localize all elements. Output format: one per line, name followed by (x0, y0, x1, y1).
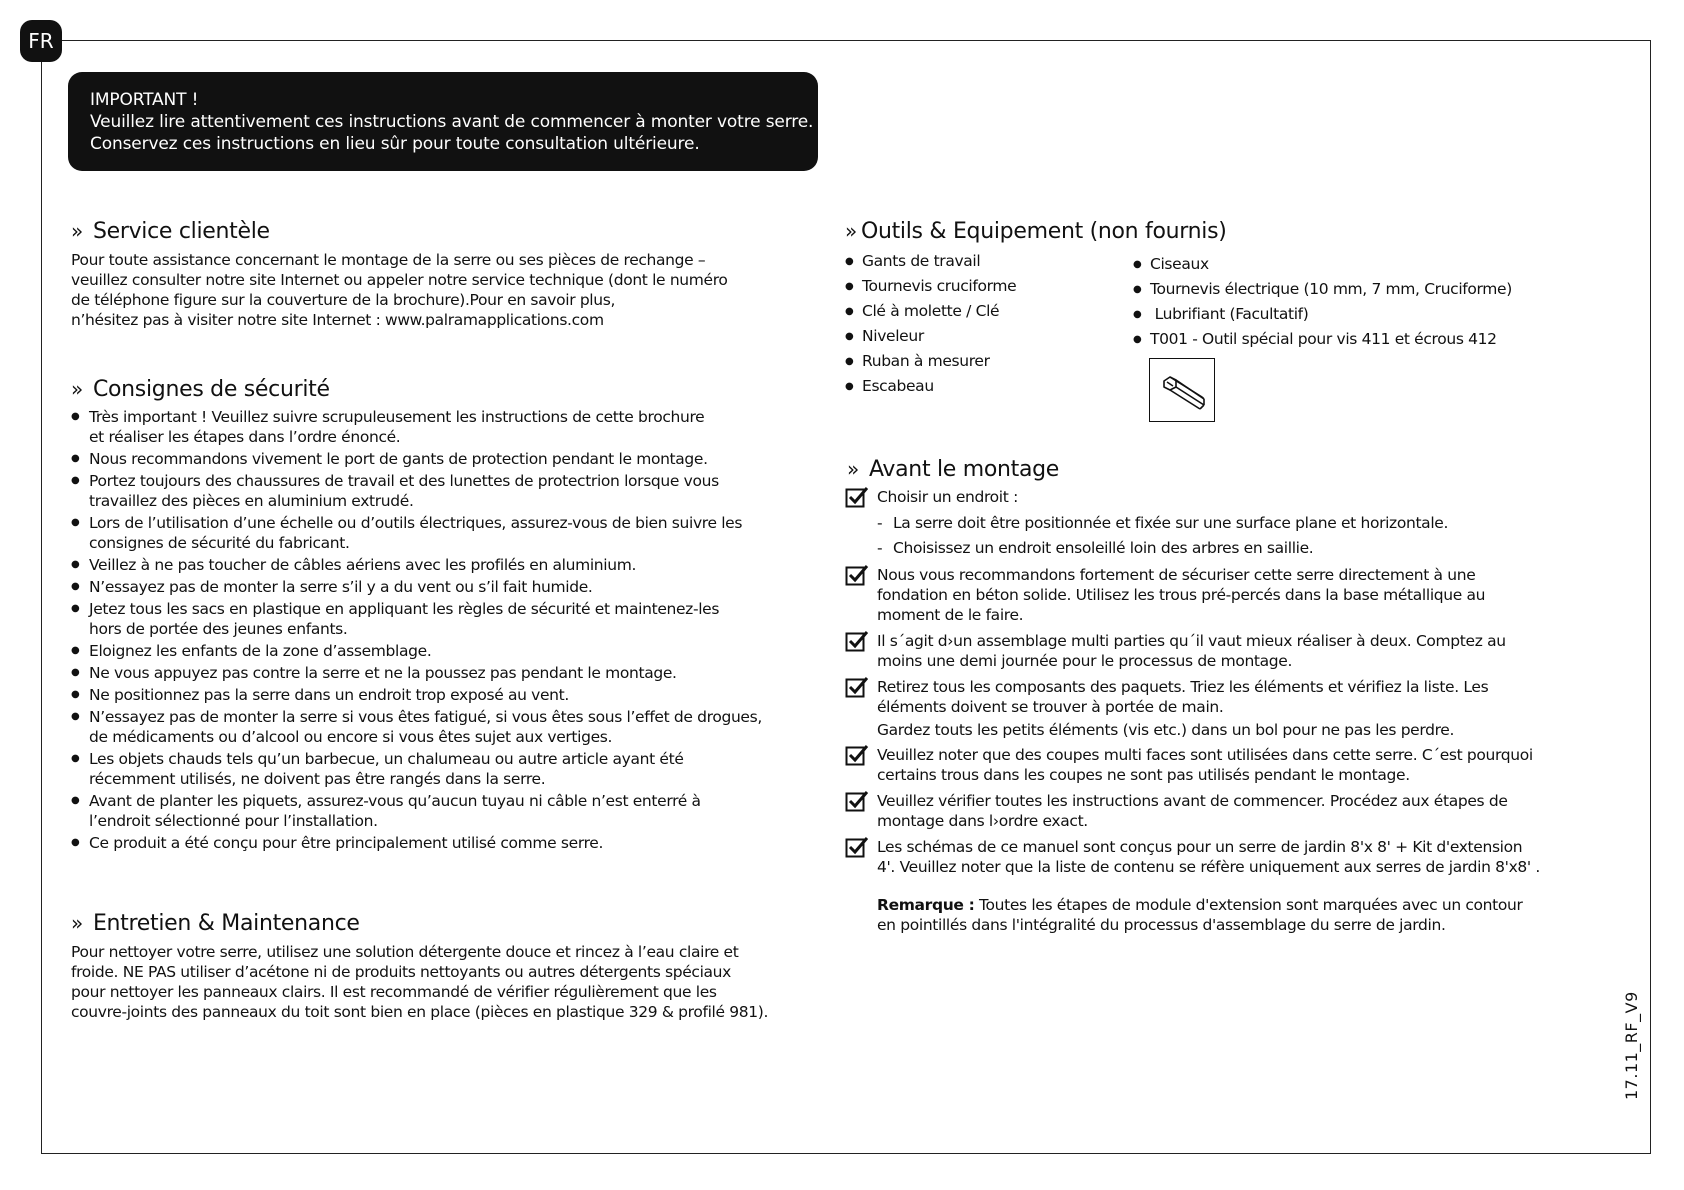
checklist-item: Les schémas de ce manuel sont conçus pour un serre de jardin 8'x 8' + Kit d'extension 4'. Veuillez noter que la liste de contenu se réfère uniquement aux serres de jardin 8'x8' . (845, 837, 1565, 877)
checkbox-checked-icon (845, 564, 869, 586)
tools-section (845, 216, 1565, 422)
language-badge: FR (20, 20, 62, 62)
checkbox-checked-icon (845, 486, 869, 508)
list-item: ● N’essayez pas de monter la serre s’il y a du vent ou s’il fait humide. (71, 577, 811, 597)
customer-service-section (71, 216, 811, 330)
list-item: ● Lubrifiant (Facultatif) (1133, 302, 1512, 327)
list-item: ● Portez toujours des chaussures de travail et des lunettes de protectrion lorsque vous travaillez des pièces en aluminium extrudé. (71, 471, 811, 511)
service-line: veuillez consulter notre site Internet ou appeler notre service technique (dont le numéro (71, 271, 728, 289)
list-item: ● Veillez à ne pas toucher de câbles aériens avec les profilés en aluminium. (71, 555, 811, 575)
version-code: 17.11_RF_V9 (1622, 991, 1641, 1100)
maintenance-line: Pour nettoyer votre serre, utilisez une solution détergente douce et rincez à l’eau claire et (71, 943, 739, 961)
list-item: ● Escabeau (845, 374, 1133, 399)
chevron-icon: » (71, 219, 83, 243)
list-item: ● Ce produit a été conçu pour être principalement utilisé comme serre. (71, 833, 811, 853)
list-item: ● Très important ! Veuillez suivre scrupuleusement les instructions de cette brochure et réaliser les étapes dans l’ordre énoncé. (71, 407, 811, 447)
remark-note: Remarque : Toutes les étapes de module d'extension sont marquées avec un contour en pointillés dans l'intégralité du processus d'assemblage du serre de jardin. (877, 896, 1523, 934)
checkbox-checked-icon (845, 744, 869, 766)
tools-list-1 (845, 249, 1133, 422)
checklist-item: Choisir un endroit : (845, 487, 1565, 508)
list-item: ● Tournevis cruciforme (845, 274, 1133, 299)
checklist-subitem: - Choisissez un endroit ensoleillé loin des arbres en saillie. (877, 539, 1314, 557)
list-item: ● Tournevis électrique (10 mm, 7 mm, Cruciforme) (1133, 277, 1512, 302)
checkbox-checked-icon (845, 790, 869, 812)
checklist-item: Veuillez noter que des coupes multi faces sont utilisées dans cette serre. C´est pourquoi certains trous dans les coupes ne sont pas utilisés pendant le montage. (845, 745, 1565, 785)
service-line: de téléphone figure sur la couverture de la brochure).Pour en savoir plus, (71, 291, 616, 309)
list-item: ● Jetez tous les sacs en plastique en appliquant les règles de sécurité et maintenez-les hors de portée des jeunes enfants. (71, 599, 811, 639)
hex-tool-icon (1154, 363, 1210, 417)
list-item: ● Niveleur (845, 324, 1133, 349)
safety-list (71, 407, 811, 853)
before-assembly-heading: » Avant le montage (847, 457, 1060, 482)
checklist-item: Nous vous recommandons fortement de sécuriser cette serre directement à une fondation en béton solide. Utilisez les trous pré-percés dans la base métallique au moment de le faire. (845, 565, 1565, 625)
safety-heading: » Consignes de sécurité (71, 377, 330, 402)
important-title: IMPORTANT ! (90, 90, 199, 110)
before-assembly-section (845, 454, 1565, 935)
list-item: ● Ne positionnez pas la serre dans un endroit trop exposé au vent. (71, 685, 811, 705)
list-item: ● Ne vous appuyez pas contre la serre et ne la poussez pas pendant le montage. (71, 663, 811, 683)
list-item: ● Les objets chauds tels qu’un barbecue, un chalumeau ou autre article ayant été récemment utilisés, ne doivent pas être rangés dans la serre. (71, 749, 811, 789)
maintenance-line: couvre-joints des panneaux du toit sont bien en place (pièces en plastique 329 & profilé 981). (71, 1003, 769, 1021)
checkbox-checked-icon (845, 836, 869, 858)
list-item: ● Eloignez les enfants de la zone d’assemblage. (71, 641, 811, 661)
important-line-2: Conservez ces instructions en lieu sûr pour toute consultation ultérieure. (90, 134, 700, 154)
list-item: ● T001 - Outil spécial pour vis 411 et écrous 412 (1133, 327, 1512, 352)
checkbox-checked-icon (845, 630, 869, 652)
list-item: ● Gants de travail (845, 249, 1133, 274)
list-item: ● Ruban à mesurer (845, 349, 1133, 374)
maintenance-line: pour nettoyer les panneaux clairs. Il est recommandé de vérifier régulièrement que les (71, 983, 717, 1001)
list-item: ● Clé à molette / Clé (845, 299, 1133, 324)
tools-heading: » Outils & Equipement (non fournis) (845, 219, 1227, 244)
chevron-icon: » (71, 377, 83, 401)
chevron-icon: » (845, 219, 857, 243)
checklist-note: Gardez touts les petits éléments (vis etc.) dans un bol pour ne pas les perdre. (877, 721, 1455, 739)
service-line: n’hésitez pas à visiter notre site Internet : www.palramapplications.com (71, 311, 604, 329)
maintenance-line: froide. NE PAS utiliser d’acétone ni de produits nettoyants ou autres détergents spéciaux (71, 963, 731, 981)
chevron-icon: » (71, 911, 83, 935)
checklist-item: Retirez tous les composants des paquets. Triez les éléments et vérifiez la liste. Les éléments doivent se trouver à portée de main. (845, 677, 1565, 717)
remark-label: Remarque : (877, 896, 975, 914)
special-tool-illustration (1149, 358, 1215, 422)
safety-section (71, 374, 811, 855)
tools-list-2 (1133, 252, 1512, 352)
list-item: ● N’essayez pas de monter la serre si vous êtes fatigué, si vous êtes sous l’effet de drogues, de médicaments ou d’alcool ou encore si vous êtes sujet aux vertiges. (71, 707, 811, 747)
customer-service-heading: » Service clientèle (71, 219, 270, 244)
checklist-item: Veuillez vérifier toutes les instructions avant de commencer. Procédez aux étapes de montage dans l›ordre exact. (845, 791, 1565, 831)
list-item: ● Lors de l’utilisation d’une échelle ou d’outils électriques, assurez-vous de bien suivre les consignes de sécurité du fabricant. (71, 513, 811, 553)
checklist-item: Il s´agit d›un assemblage multi parties qu´il vaut mieux réaliser à deux. Comptez au moins une demi journée pour le processus de montage. (845, 631, 1565, 671)
important-line-1: Veuillez lire attentivement ces instructions avant de commencer à monter votre serre. (90, 112, 814, 132)
maintenance-heading: » Entretien & Maintenance (71, 911, 360, 936)
list-item: ● Ciseaux (1133, 252, 1512, 277)
important-notice (68, 72, 818, 171)
chevron-icon: » (847, 457, 859, 481)
maintenance-section (71, 908, 811, 1022)
checklist-subitem: - La serre doit être positionnée et fixée sur une surface plane et horizontale. (877, 514, 1449, 532)
service-line: Pour toute assistance concernant le montage de la serre ou ses pièces de rechange – (71, 251, 706, 269)
list-item: ● Avant de planter les piquets, assurez-vous qu’aucun tuyau ni câble n’est enterré à l’endroit sélectionné pour l’installation. (71, 791, 811, 831)
list-item: ● Nous recommandons vivement le port de gants de protection pendant le montage. (71, 449, 811, 469)
checkbox-checked-icon (845, 676, 869, 698)
